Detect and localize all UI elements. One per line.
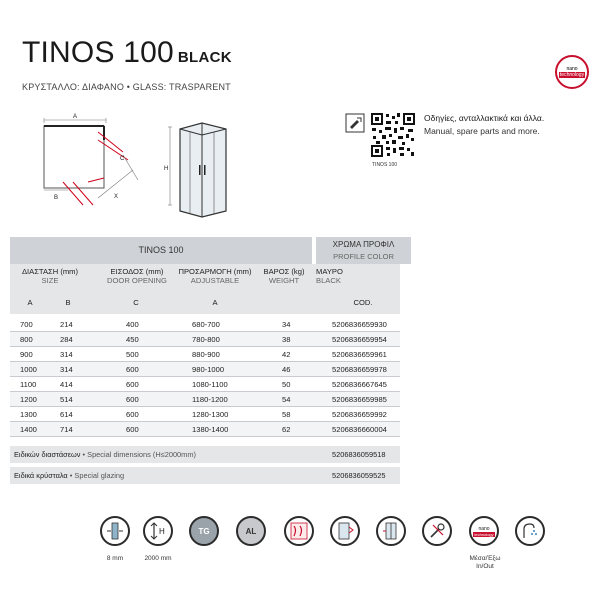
table-row [10, 347, 400, 361]
product-title [22, 38, 232, 68]
col-door-greek: ΕΙΣΟΔΟΣ (mm) [110, 267, 164, 276]
col-weight-english: WEIGHT [268, 276, 300, 285]
aluminium-icon [236, 516, 266, 546]
cell-a: 1200 [20, 395, 37, 404]
cell-b: 314 [60, 365, 73, 374]
cell-b: 714 [60, 425, 73, 434]
cell-w: 34 [282, 320, 291, 329]
sub-header-a: A [27, 298, 33, 307]
nano-technology-icon [469, 516, 499, 546]
nano-icon-tech: technology [474, 531, 494, 537]
cell-c: 600 [126, 410, 139, 419]
cell-c: 450 [126, 335, 139, 344]
nano-logo-text: nano [566, 66, 578, 72]
dim-x-label: X [114, 194, 119, 200]
cell-b: 514 [60, 395, 73, 404]
qr-code[interactable] [370, 112, 416, 158]
cell-w: 50 [282, 380, 291, 389]
sub-header-c: C [133, 298, 139, 307]
cell-c: 500 [126, 350, 139, 359]
height-icon-label: H [159, 527, 165, 536]
help-text-greek: Οδηγίες, ανταλλακτικά και άλλα. [424, 113, 545, 123]
cell-b: 614 [60, 410, 73, 419]
table-row [10, 332, 400, 346]
row-divider [10, 436, 400, 437]
cell-c: 600 [126, 380, 139, 389]
glass-subtitle: ΚΡΥΣΤΑΛΛΟ: ΔΙΑΦΑΝΟ • GLASS: TRASPARENT [22, 82, 231, 92]
cell-a: 900 [20, 350, 33, 359]
cell-w: 62 [282, 425, 291, 434]
hinge-icon [376, 516, 406, 546]
nano-icon-text: nano [478, 525, 490, 532]
cabin-3d-diagram [160, 115, 240, 220]
table-row [10, 407, 400, 421]
cell-a: 700 [20, 320, 33, 329]
cell-adj: 1080-1100 [192, 380, 228, 389]
plan-diagram [38, 110, 148, 210]
col-door-english: DOOR OPENING [107, 276, 167, 285]
special-glazing-row [10, 467, 400, 484]
col-color-english: BLACK [316, 276, 341, 285]
tg-label: TG [198, 527, 210, 536]
cell-w: 58 [282, 410, 291, 419]
dim-c-label: C [120, 156, 125, 162]
dim-b-label: B [53, 195, 59, 201]
col-header-adjustable [170, 267, 260, 285]
color-header-english: PROFILE COLOR [333, 252, 394, 261]
nano-logo-tech: technology [559, 72, 585, 78]
manual-icon[interactable] [345, 113, 365, 133]
al-label: AL [245, 527, 257, 536]
special-glass-english: • Special glazing [67, 471, 125, 480]
cell-adj: 880-900 [192, 350, 220, 359]
cell-adj: 1380-1400 [192, 425, 229, 434]
inout-caption [460, 555, 510, 571]
table-product-header [10, 237, 312, 264]
height-icon [143, 516, 173, 546]
water-resistant-icon [284, 516, 314, 546]
col-weight-greek: ΒΑΡΟΣ (kg) [263, 267, 305, 276]
cell-cod: 5206836667645 [332, 380, 387, 389]
shower-use-icon [515, 516, 545, 546]
inout-english: In/Out [476, 563, 494, 570]
cell-cod: 5206836659930 [332, 320, 387, 329]
cell-b: 414 [60, 380, 73, 389]
cell-a: 1100 [20, 380, 37, 389]
table-product-title: TINOS 100 [138, 245, 184, 255]
sub-header-adjustable: A [212, 298, 218, 307]
glass-thickness-icon [100, 516, 130, 546]
cell-a: 1400 [20, 425, 37, 434]
cell-b: 284 [60, 335, 73, 344]
product-model: TINOS 100 [22, 36, 174, 69]
cell-cod: 5206836659961 [332, 350, 387, 359]
cell-w: 46 [282, 365, 291, 374]
cell-w: 54 [282, 395, 291, 404]
qr-caption: TINOS 100 [372, 162, 398, 168]
table-row [10, 392, 400, 406]
cell-cod: 5206836659992 [332, 410, 387, 419]
col-color-greek: ΜΑΥΡΟ [316, 267, 343, 276]
cell-adj: 1180-1200 [192, 395, 228, 404]
special-glazing-label [14, 471, 124, 480]
table-row [10, 362, 400, 376]
cell-cod: 5206836659985 [332, 395, 387, 404]
dim-a-label: A [72, 114, 78, 120]
sub-header-b: B [65, 298, 71, 307]
cell-a: 1300 [20, 410, 37, 419]
cell-b: 314 [60, 350, 73, 359]
special-dims-greek: Ειδικών διαστάσεων [14, 450, 81, 459]
cell-w: 38 [282, 335, 291, 344]
cell-c: 400 [126, 320, 139, 329]
table-row [10, 317, 400, 331]
dim-h-label: H [164, 166, 169, 172]
inout-greek: Μέσα/Έξω [469, 555, 501, 562]
product-variant: BLACK [177, 49, 232, 66]
cell-cod: 5206836659978 [332, 365, 387, 374]
col-header-size [12, 267, 88, 285]
cell-adj: 780-800 [192, 335, 220, 344]
help-text-english: Manual, spare parts and more. [424, 126, 540, 136]
col-adj-english: ADJUSTABLE [190, 276, 240, 285]
special-dims-code: 5206836059518 [332, 450, 386, 459]
cell-b: 214 [60, 320, 73, 329]
special-glass-code: 5206836059525 [332, 471, 386, 480]
color-header-greek: ΧΡΩΜΑ ΠΡΟΦΙΛ [332, 240, 395, 249]
height-caption: 2000 mm [144, 555, 172, 562]
sub-header-cod: COD. [353, 298, 373, 307]
cell-w: 42 [282, 350, 291, 359]
tempered-glass-icon [189, 516, 219, 546]
cell-adj: 980-1000 [192, 365, 225, 374]
col-adj-greek: ΠΡΟΣΑΡΜΟΓΗ (mm) [178, 267, 252, 276]
col-header-color [316, 267, 356, 285]
special-glass-greek: Ειδικά κρύσταλα [14, 471, 68, 480]
table-row [10, 377, 400, 391]
special-dims-english: • Special dimensions (H≤2000mm) [80, 450, 196, 459]
tools-icon [422, 516, 452, 546]
col-header-door [92, 267, 182, 285]
special-dimensions-label [14, 450, 196, 459]
cell-c: 600 [126, 425, 139, 434]
cell-a: 800 [20, 335, 33, 344]
table-row [10, 422, 400, 436]
special-dimensions-row [10, 446, 400, 463]
cell-cod: 5206836659954 [332, 335, 387, 344]
nano-technology-logo [555, 55, 589, 89]
cell-adj: 1280-1300 [192, 410, 229, 419]
col-size-english: SIZE [41, 276, 59, 285]
door-swing-icon [330, 516, 360, 546]
table-color-header [316, 237, 411, 264]
cell-adj: 680-700 [192, 320, 220, 329]
cell-c: 600 [126, 365, 139, 374]
cell-cod: 5206836660004 [332, 425, 387, 434]
col-header-weight [256, 267, 312, 285]
thickness-caption: 8 mm [106, 555, 124, 562]
col-size-greek: ΔΙΑΣΤΑΣΗ (mm) [21, 267, 79, 276]
cell-c: 600 [126, 395, 139, 404]
cell-a: 1000 [20, 365, 37, 374]
